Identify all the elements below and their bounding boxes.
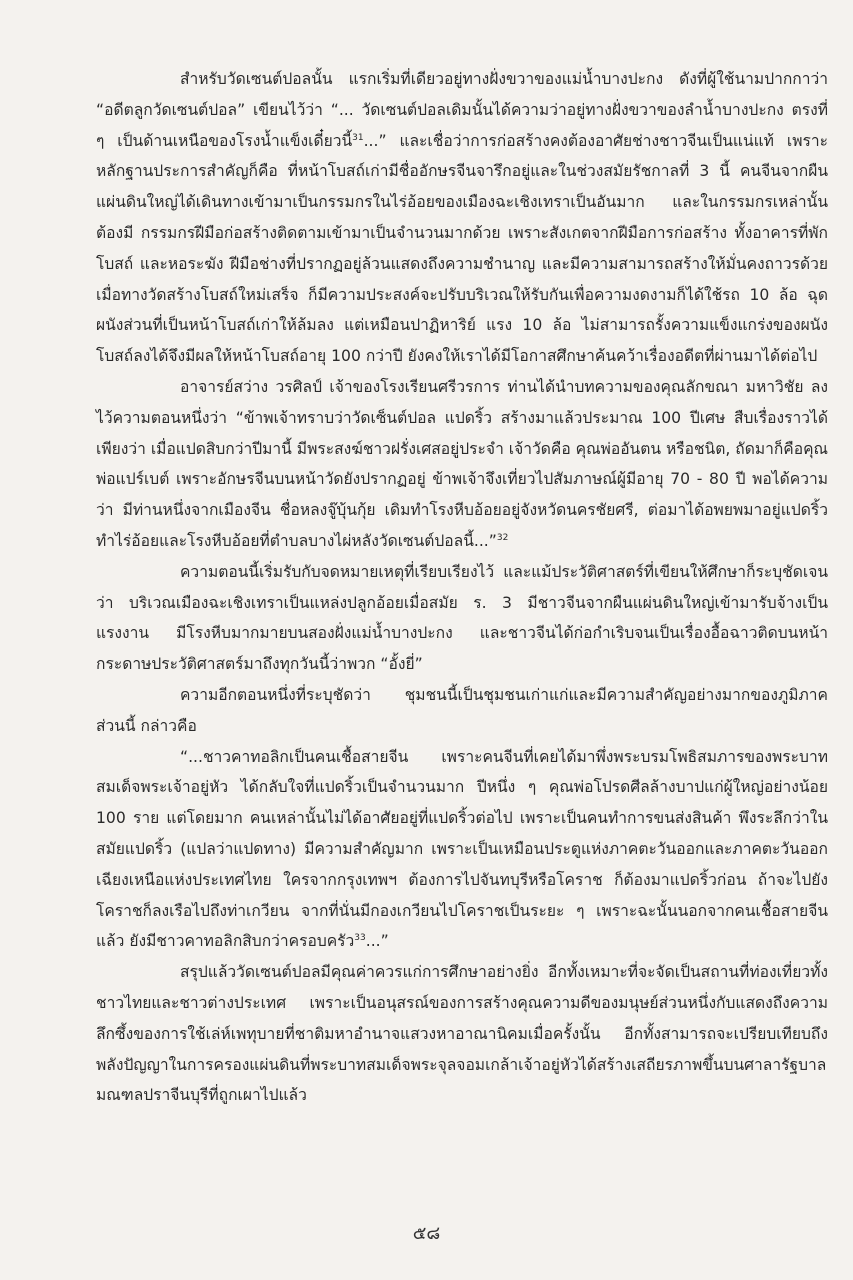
footnote-ref-31: 31: [352, 132, 364, 143]
paragraph-3-text: ความตอนนี้เริ่มรับกับจดหมายเหตุที่เรียบเรียงไว้ และแม้ประวัติศาสตร์ที่เขียนให้ศึกษาก็ระบุชัดเจนว่า บริเวณเมืองฉะเชิงเทราเป็นแหล่งปลูกอ้อยเมื่อสมัย ร. 3 มีชาวจีนจากผืนแผ่นดินใหญ่เข้ามารับจ้างเป็นแรงงาน มีโรงหีบมากมายบนสองฝั่งแม่น้ำบางปะกง และชาวจีนได้ก่อกำเริบจนเป็นเรื่องอื้อฉาวติดบนหน้ากระดาษประวัติศาสตร์มาถึงทุกวันนี้ว่าพวก “อั้งยี่”: [96, 562, 828, 674]
page-number: ๕๘: [412, 1223, 441, 1244]
paragraph-1-text-a: สำหรับวัดเซนต์ปอลนั้น แรกเริ่มที่เดียวอยู่ทางฝั่งขวาของแม่น้ำบางปะกง ดังที่ผู้ใช้นามปากกาว่า “อดีตลูกวัดเซนต์ปอล” เขียนไว้ว่า “... วัดเซนต์ปอลเดิมนั้นได้ความว่าอยู่ทางฝั่งขวาของลำน้ำบางปะกง ตรงที่ ๆ เป็นด้านเหนือของโรงน้ำแข็งเดี๋ยวนี้: [96, 70, 828, 150]
paragraph-6: [96, 957, 828, 1111]
paragraph-4: [96, 680, 828, 742]
body-text: [96, 64, 828, 1111]
paragraph-1: [96, 64, 828, 372]
paragraph-2-text: อาจารย์สว่าง วรศิลป์ เจ้าของโรงเรียนศรีวรการ ท่านได้นำบทความของคุณลักขณา มหาวิชัย ลงไว้ความตอนหนึ่งว่า “ข้าพเจ้าทราบว่าวัดเซ็นต์ปอล แปดริ้ว สร้างมาแล้วประมาณ 100 ปีเศษ สืบเรื่องราวได้เพียงว่า เมื่อแปดสิบกว่าปีมานี้ มีพระสงฆ์ชาวฝรั่งเศสอยู่ประจำ เจ้าวัดคือ คุณพ่ออันตน หรือชนิต, ถัดมาก็คือคุณพ่อแปร์เบต์ เพราะอักษรจีนบนหน้าวัดยังปรากฏอยู่ ข้าพเจ้าจึงเที่ยวไปสัมภาษณ์ผู้มีอายุ 70 - 80 ปี พอได้ความว่า มีท่านหนึ่งจากเมืองจีน ชื่อหลงจู๊บุ้นกุ้ย เดิมทำโรงหีบอ้อยอยู่จังหวัดนครชัยศรี, ต่อมาได้อพยพมาอยู่แปดริ้วทำไร่อ้อยและโรงหีบอ้อยที่ตำบลบางไผ่หลังวัดเซนต์ปอลนี้...”: [96, 377, 829, 550]
quote-text-a: “...ชาวคาทอลิกเป็นคนเชื้อสายจีน เพราะคนจีนที่เคยได้มาพึ่งพระบรมโพธิสมภารของพระบาทสมเด็จพระเจ้าอยู่หัว ได้กลับใจที่แปดริ้วเป็นจำนวนมาก ปีหนึ่ง ๆ คุณพ่อโปรดศีลล้างบาปแก่ผู้ใหญ่อย่างน้อย 100 ราย แต่โดยมาก คนเหล่านั้นไม่ได้อาศัยอยู่ที่แปดริ้วต่อไป เพราะเป็นคนทำการขนส่งสินค้า พึงระลึกว่าในสมัยแปดริ้ว (แปลว่าแปดทาง) มีความสำคัญมาก เพราะเป็นเหมือนประตูแห่งภาคตะวันออกและภาคตะวันออกเฉียงเหนือแห่งประเทศไทย ใครจากกรุงเทพฯ ต้องการไปจันทบุรีหรือโคราช ก็ต้องมาแปดริ้วก่อน ถ้าจะไปยังโคราชก็ลงเรือไปถึงท่าเกวียน จากที่นั่นมีกองเกวียนไปโคราชเป็นระยะ ๆ เพราะฉะนั้นนอกจากคนเชื้อสายจีนแล้ว ยังมีชาวคาทอลิกสิบกว่าครอบครัว: [96, 747, 828, 951]
block-quote: [96, 742, 828, 958]
footnote-ref-33: 33: [354, 933, 366, 944]
paragraph-2: [96, 372, 828, 557]
paragraph-3: [96, 557, 828, 680]
paragraph-1-text-b: ...” และเชื่อว่าการก่อสร้างคงต้องอาศัยช่างชาวจีนเป็นแน่แท้ เพราะหลักฐานประการสำคัญก็คือ ที่หน้าโบสถ์เก่ามีชื่ออักษรจีนจารึกอยู่และในช่วงสมัยรัชกาลที่ 3 นี้ คนจีนจากผืนแผ่นดินใหญ่ได้เดินทางเข้ามาเป็นกรรมกรในไร่อ้อยของเมืองฉะเชิงเทราเป็นอันมาก และในกรรมกรเหล่านั้นต้องมี กรรมกรฝีมือก่อสร้างติดตามเข้ามาเป็นจำนวนมากด้วย เพราะสังเกตจากฝีมือการก่อสร้าง ทั้งอาคารที่พัก โบสถ์ และหอระฆัง ฝีมือช่างที่ปรากฏอยู่ล้วนแสดงถึงความชำนาญ และมีความสามารถสร้างให้มั่นคงถาวรด้วย เมื่อทางวัดสร้างโบสถ์ใหม่เสร็จ ก็มีความประสงค์จะปรับบริเวณให้รับกันเพื่อความงดงามก็ได้ใช้รถ 10 ล้อ ฉุดผนังส่วนที่เป็นหน้าโบสถ์เก่าให้ล้มลง แต่เหมือนปาฏิหาริย์ แรง 10 ล้อ ไม่สามารถรั้งความแข็งแกร่งของผนังโบสถ์ลงได้จึงมีผลให้หน้าโบสถ์อายุ 100 กว่าปี ยังคงให้เราได้มีโอกาสศึกษาค้นคว้าเรื่องอดีตที่ผ่านมาได้ต่อไป: [96, 131, 828, 366]
paragraph-4-text: ความอีกตอนหนึ่งที่ระบุชัดว่า ชุมชนนี้เป็นชุมชนเก่าแก่และมีความสำคัญอย่างมากของภูมิภาคส่วนนี้ กล่าวคือ: [96, 685, 828, 735]
quote-text-b: ...”: [365, 932, 389, 951]
paragraph-6-text: สรุปแล้ววัดเซนต์ปอลมีคุณค่าควรแก่การศึกษาอย่างยิ่ง อีกทั้งเหมาะที่จะจัดเป็นสถานที่ท่องเที่ยวทั้งชาวไทยและชาวต่างประเทศ เพราะเป็นอนุสรณ์ของการสร้างคุณความดีของมนุษย์ส่วนหนึ่งกับแสดงถึงความลึกซึ้งของการใช้เล่ห์เพทุบายที่ชาติมหาอำนาจแสวงหาอาณานิคมเมื่อครั้งนั้น อีกทั้งสามารถจะเปรียบเทียบถึงพลังปัญญาในการครองแผ่นดินที่พระบาทสมเด็จพระจุลจอมเกล้าเจ้าอยู่หัวได้สร้างเสถียรภาพขึ้นบนศาลารัฐบาลมณฑลปราจีนบุรีที่ถูกเผาไปแล้ว: [96, 963, 828, 1105]
footnote-ref-32: 32: [496, 532, 509, 543]
